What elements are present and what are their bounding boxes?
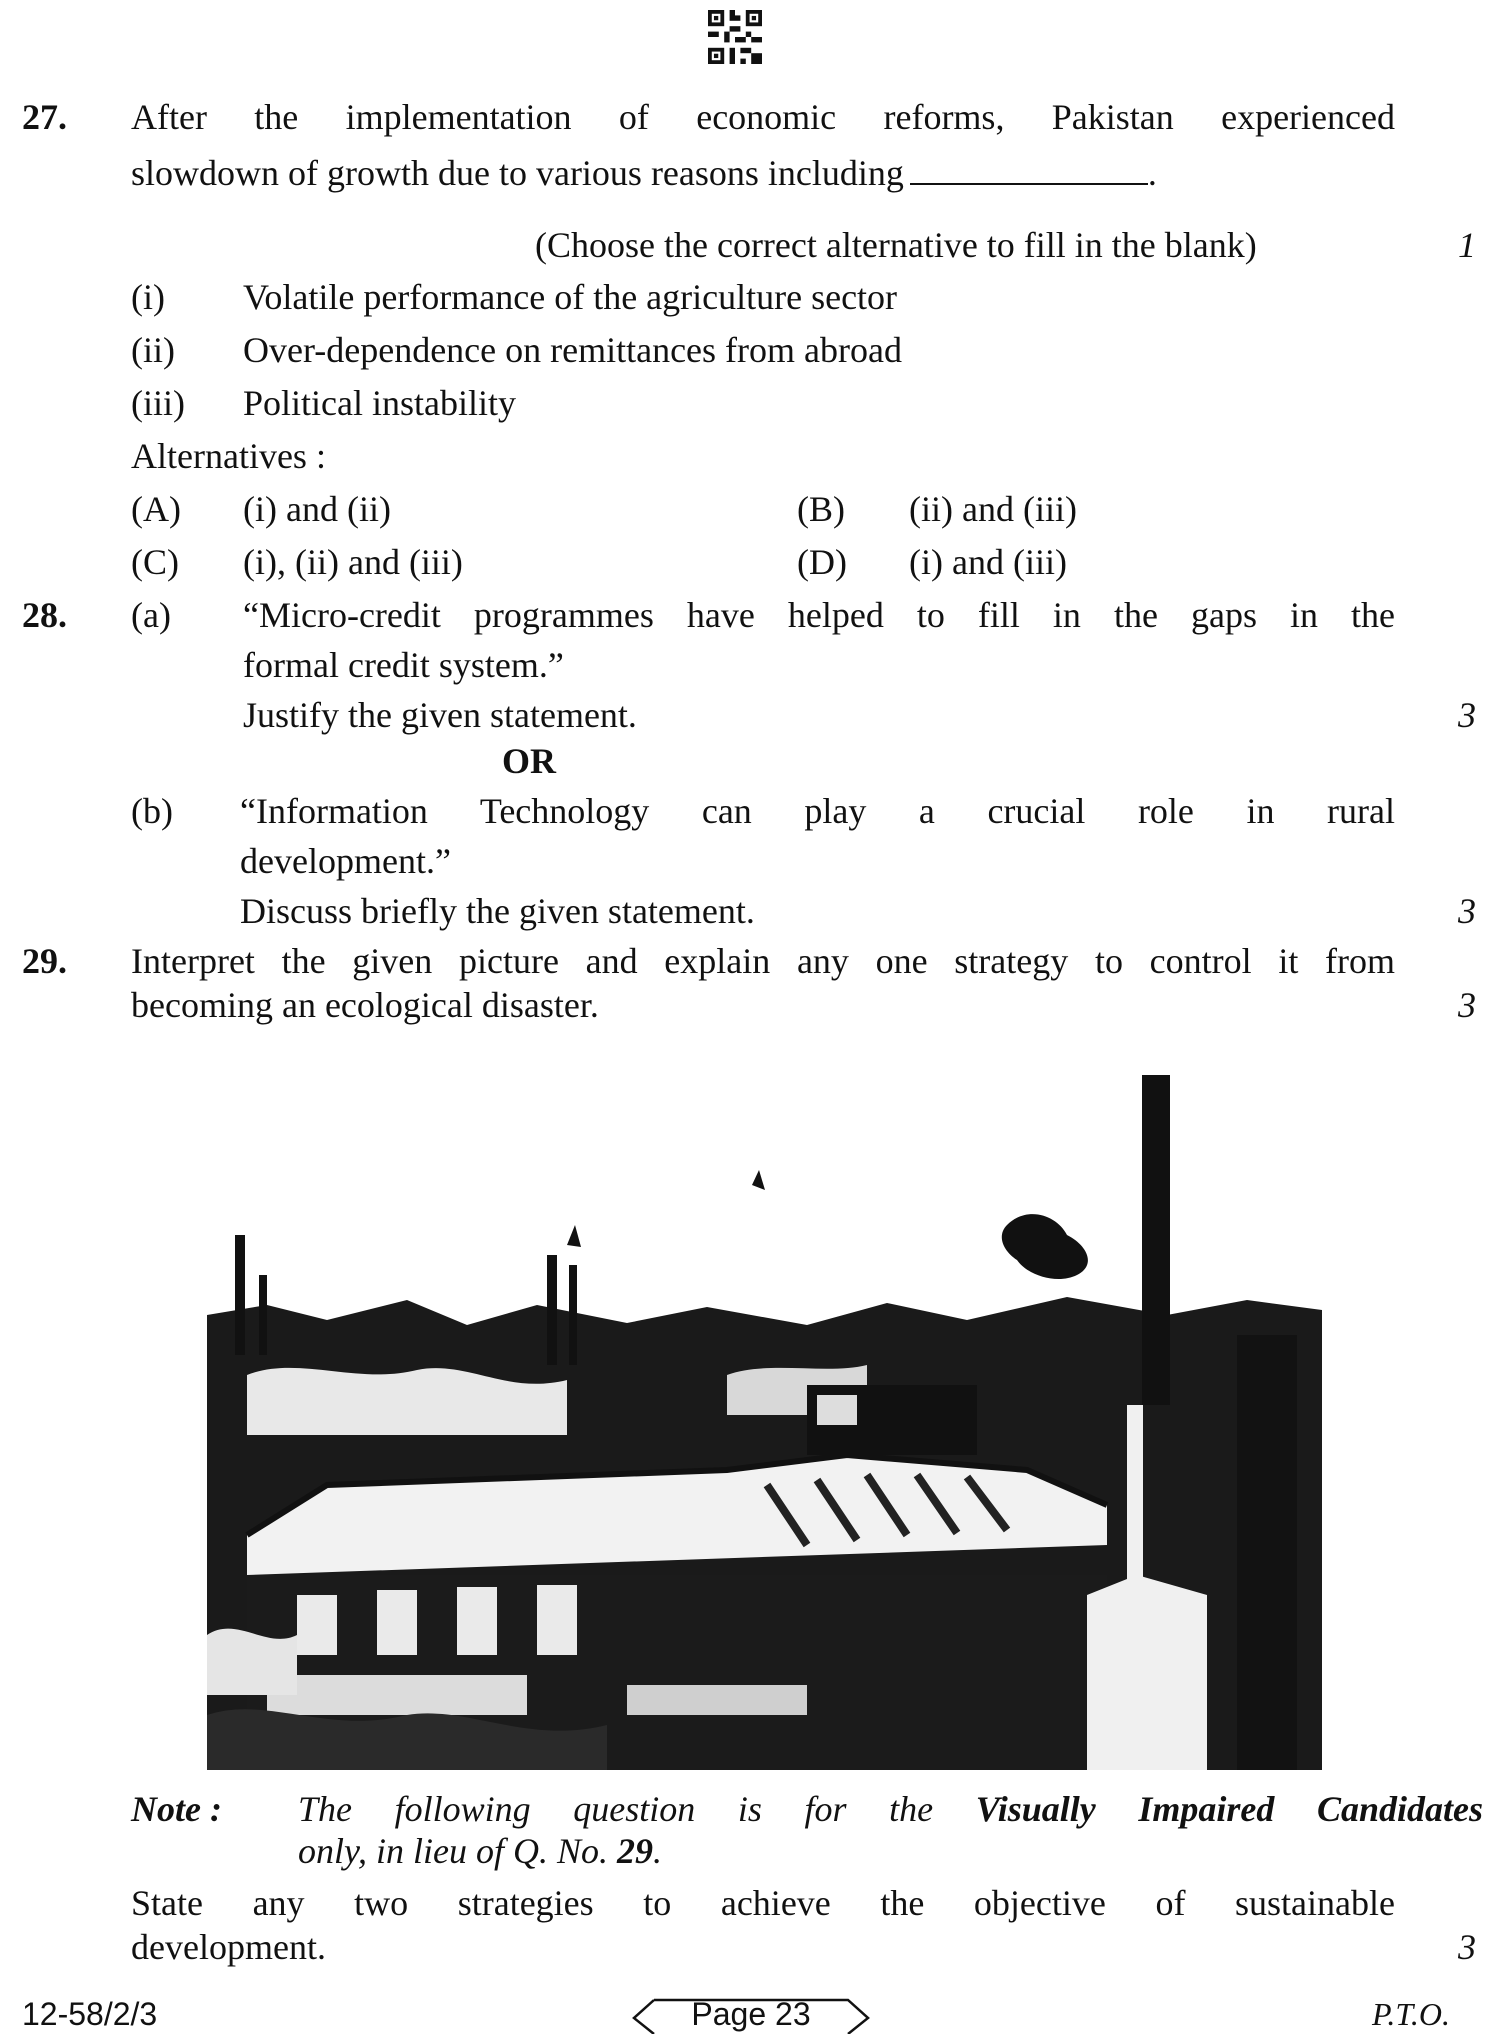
q28b-marks: 3 <box>1458 891 1476 931</box>
q28-or: OR <box>502 741 556 781</box>
note-label: Note : <box>131 1789 222 1829</box>
page-number-badge <box>632 1998 870 2034</box>
q27-stem-line2-text: slowdown of growth due to various reasons including <box>131 153 904 193</box>
q28a-line1: “Micro-credit programmes have helped to fill in the gaps in the <box>243 595 1395 635</box>
q28a-line3: Justify the given statement. <box>243 695 637 735</box>
option-label: (B) <box>797 489 845 529</box>
q27-marks: 1 <box>1458 225 1476 265</box>
note-text2: only, in lieu of Q. No. <box>298 1831 617 1871</box>
q27-item-label: (ii) <box>131 330 175 370</box>
q27-item-text: Volatile performance of the agriculture sector <box>243 277 898 317</box>
note-text1-bold: Visually Impaired Candidates <box>975 1789 1483 1829</box>
q28a-label: (a) <box>131 595 171 635</box>
option-label: (A) <box>131 489 181 529</box>
factory-chimneys-photo <box>207 1075 1322 1770</box>
q29-line1: Interpret the given picture and explain any one strategy to control it from <box>131 941 1395 981</box>
q28a-line2: formal credit system.” <box>243 645 564 685</box>
q28b-line3: Discuss briefly the given statement. <box>240 891 755 931</box>
option-label: (C) <box>131 542 179 582</box>
q27-instruction: (Choose the correct alternative to fill in the blank) <box>535 225 1257 265</box>
note-line2 <box>298 1830 662 1872</box>
q27-stem-line1: After the implementation of economic reforms, Pakistan experienced <box>131 97 1395 137</box>
option-label: (D) <box>797 542 847 582</box>
note-text2-bold: 29 <box>617 1831 653 1871</box>
note-question-line1: State any two strategies to achieve the objective of sustainable <box>131 1883 1395 1923</box>
note-question-line2: development. <box>131 1927 326 1967</box>
q27-stem-line2 <box>131 152 1157 194</box>
q27-item-text: Over-dependence on remittances from abroad <box>243 330 902 370</box>
note-text2-end: . <box>653 1831 662 1871</box>
q28-number: 28. <box>22 595 67 635</box>
option-text: (i), (ii) and (iii) <box>243 542 463 582</box>
q29-number: 29. <box>22 941 67 981</box>
q28b-line2: development.” <box>240 841 451 881</box>
fill-blank <box>910 155 1148 185</box>
q28b-line1: “Information Technology can play a crucial role in rural <box>240 791 1395 831</box>
q27-item-label: (iii) <box>131 383 185 423</box>
q27-alternatives-heading: Alternatives : <box>131 436 326 476</box>
paper-code: 12-58/2/3 <box>22 1996 158 2032</box>
q28a-marks: 3 <box>1458 695 1476 735</box>
q28b-label: (b) <box>131 791 173 831</box>
pto: P.T.O. <box>1372 1996 1450 2032</box>
q27-stem-line2-end: . <box>1147 153 1157 193</box>
q27-item-text: Political instability <box>243 383 516 423</box>
note-line1 <box>298 1788 1483 1830</box>
option-text: (i) and (iii) <box>909 542 1067 582</box>
q27-item-label: (i) <box>131 277 165 317</box>
qr-code-icon <box>706 10 764 64</box>
note-marks: 3 <box>1458 1927 1476 1967</box>
page-number: Page 23 <box>691 1996 811 2032</box>
q27-number: 27. <box>22 97 67 137</box>
q29-marks: 3 <box>1458 985 1476 1025</box>
note-text1: The following question is for the <box>298 1789 976 1829</box>
option-text: (ii) and (iii) <box>909 489 1077 529</box>
option-text: (i) and (ii) <box>243 489 391 529</box>
q29-line2: becoming an ecological disaster. <box>131 985 599 1025</box>
